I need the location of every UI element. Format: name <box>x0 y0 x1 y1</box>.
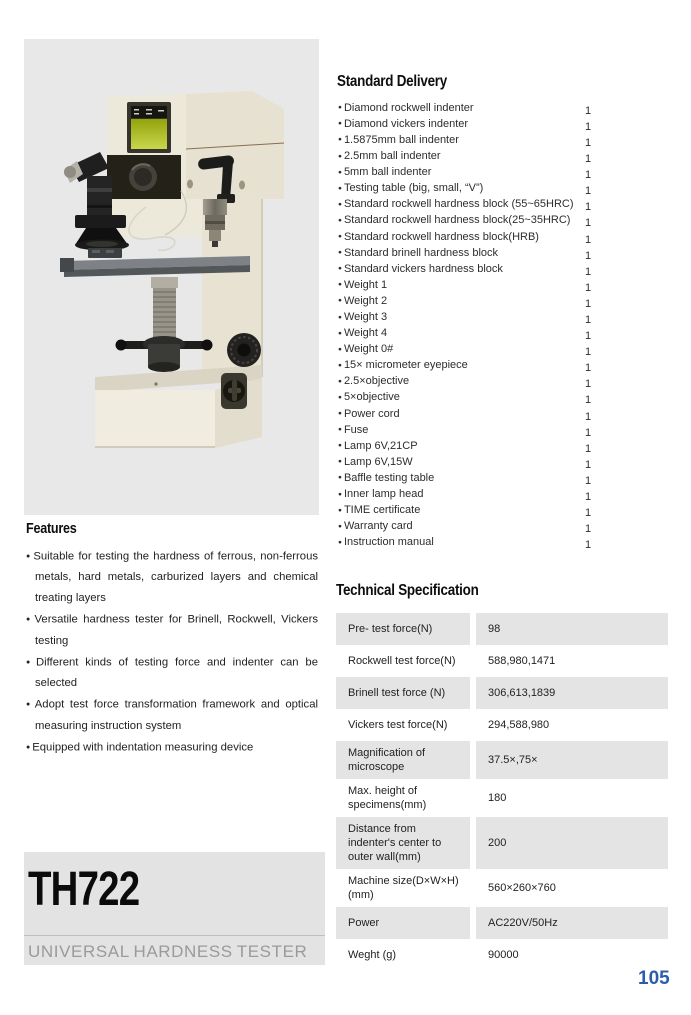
delivery-item-qty: 1 <box>585 362 592 375</box>
standard-delivery-title: Standard Delivery <box>337 73 448 90</box>
features-section <box>26 521 318 758</box>
delivery-item-label: ● TIME certificate <box>337 502 585 519</box>
delivery-item-row <box>337 454 671 470</box>
hardness-tester-photo-illustration <box>24 39 319 515</box>
spec-table-row <box>336 817 668 869</box>
delivery-item-label: ● Baffle testing table <box>337 470 585 487</box>
spec-row-value: AC220V/50Hz <box>476 907 668 939</box>
features-title: Features <box>26 520 77 537</box>
feature-item: ● Adopt test force transformation framework and optical measuring instruction system <box>26 694 318 737</box>
delivery-item-qty: 1 <box>585 297 592 310</box>
spec-table-row <box>336 613 668 645</box>
delivery-item-row <box>337 277 671 293</box>
delivery-item-qty: 1 <box>585 378 592 391</box>
spec-row-value: 37.5×,75× <box>476 741 668 779</box>
delivery-item-label: ● Standard rockwell hardness block(HRB) <box>337 229 585 246</box>
delivery-item-label: ● Lamp 6V,21CP <box>337 438 585 455</box>
spec-table-row <box>336 709 668 741</box>
delivery-item-label: ● Lamp 6V,15W <box>337 454 585 471</box>
spec-row-label: Distance from indenter's center to outer wall(mm) <box>336 817 470 869</box>
spec-table-row <box>336 869 668 907</box>
delivery-item-row <box>337 261 671 277</box>
product-photo-panel <box>24 39 319 515</box>
delivery-item-qty: 1 <box>585 201 592 214</box>
delivery-item-qty: 1 <box>585 104 592 117</box>
spec-table-row <box>336 779 668 817</box>
spec-row-value: 200 <box>476 817 668 869</box>
product-subtitle: UNIVERSAL HARDNESS TESTER <box>28 942 308 961</box>
delivery-item-label: ● Weight 1 <box>337 277 585 294</box>
delivery-item-row <box>337 534 671 550</box>
spec-row-value: 588,980,1471 <box>488 654 556 667</box>
delivery-item-label: ● Weight 4 <box>337 325 585 342</box>
delivery-item-row <box>337 245 671 261</box>
delivery-item-qty: 1 <box>585 426 592 439</box>
delivery-item-qty: 1 <box>585 539 592 552</box>
delivery-item-qty: 1 <box>585 346 592 359</box>
spec-row-value: 560×260×760 <box>488 881 556 894</box>
delivery-item-qty: 1 <box>585 233 592 246</box>
delivery-item-label: ● Fuse <box>337 422 585 439</box>
delivery-item-label: ● Warranty card <box>337 518 585 535</box>
delivery-item-qty: 1 <box>585 314 592 327</box>
machine-side-knob-large <box>227 333 261 367</box>
page-number: 105 <box>638 968 670 989</box>
technical-specification-title: Technical Specification <box>336 582 479 599</box>
delivery-item-row <box>337 293 671 309</box>
features-list <box>26 546 318 759</box>
delivery-item-row <box>337 196 671 212</box>
delivery-item-row <box>337 438 671 454</box>
delivery-item-label: ● Power cord <box>337 406 585 423</box>
delivery-item-label: ● 5×objective <box>337 389 585 406</box>
delivery-item-qty: 1 <box>585 153 592 166</box>
delivery-item-qty: 1 <box>585 491 592 504</box>
technical-specification-table <box>336 613 668 971</box>
delivery-item-qty: 1 <box>585 169 592 182</box>
delivery-item-row <box>337 325 671 341</box>
delivery-item-row <box>337 180 671 196</box>
spec-table-row <box>336 939 668 971</box>
delivery-item-qty: 1 <box>585 507 592 520</box>
spec-row-value: 98 <box>476 613 668 645</box>
delivery-item-row <box>337 229 671 245</box>
spec-row-value: 180 <box>488 791 507 804</box>
feature-item: ● Suitable for testing the hardness of ferrous, non-ferrous metals, hard metals, carburized layers and chemical treating layers <box>26 546 318 610</box>
spec-row-label: Magnification of microscope <box>336 741 470 779</box>
delivery-item-label: ● Weight 0# <box>337 341 585 358</box>
delivery-item-qty: 1 <box>585 249 592 262</box>
delivery-item-label: ● Testing table (big, small, “V”) <box>337 180 585 197</box>
spec-row-label: Vickers test force(N) <box>348 718 448 731</box>
delivery-item-qty: 1 <box>585 330 592 343</box>
delivery-item-row <box>337 341 671 357</box>
brand-panel <box>24 852 325 965</box>
delivery-item-row <box>337 148 671 164</box>
delivery-item-qty: 1 <box>585 265 592 278</box>
delivery-item-qty: 1 <box>585 394 592 407</box>
delivery-item-row <box>337 357 671 373</box>
delivery-item-row <box>337 212 671 228</box>
standard-delivery-section <box>337 74 671 550</box>
delivery-item-label: ● Instruction manual <box>337 534 585 551</box>
spec-row-label: Weght (g) <box>348 948 397 961</box>
feature-item: ● Versatile hardness tester for Brinell, Rockwell, Vickers testing <box>26 609 318 652</box>
delivery-item-qty: 1 <box>585 458 592 471</box>
delivery-item-row <box>337 486 671 502</box>
product-model: TH722 <box>28 863 140 916</box>
spec-row-label: Power <box>336 907 470 939</box>
delivery-item-row <box>337 389 671 405</box>
delivery-item-qty: 1 <box>585 442 592 455</box>
delivery-item-label: ● 2.5mm ball indenter <box>337 148 585 165</box>
delivery-item-qty: 1 <box>585 474 592 487</box>
delivery-item-qty: 1 <box>585 523 592 536</box>
delivery-item-label: ● Diamond rockwell indenter <box>337 100 585 117</box>
delivery-item-label: ● 5mm ball indenter <box>337 164 585 181</box>
delivery-item-label: ● 1.5875mm ball indenter <box>337 132 585 149</box>
delivery-item-qty: 1 <box>585 410 592 423</box>
spec-table-row <box>336 677 668 709</box>
brand-divider <box>24 935 325 936</box>
spec-row-label: Rockwell test force(N) <box>348 654 456 667</box>
feature-item: ● Different kinds of testing force and indenter can be selected <box>26 652 318 695</box>
spec-row-label: Pre- test force(N) <box>336 613 470 645</box>
spec-row-value: 306,613,1839 <box>476 677 668 709</box>
delivery-item-label: ● Inner lamp head <box>337 486 585 503</box>
machine-display-screen <box>131 119 167 149</box>
delivery-item-qty: 1 <box>585 120 592 133</box>
delivery-item-label: ● Diamond vickers indenter <box>337 116 585 133</box>
delivery-item-row <box>337 132 671 148</box>
delivery-item-row <box>337 518 671 534</box>
standard-delivery-list <box>337 100 671 551</box>
delivery-item-qty: 1 <box>585 281 592 294</box>
spec-row-value: 90000 <box>488 948 519 961</box>
spec-table-row <box>336 907 668 939</box>
spec-row-value: 294,588,980 <box>488 718 550 731</box>
technical-specification-section <box>336 583 668 971</box>
machine-side-knob-small <box>221 373 247 409</box>
delivery-item-label: ● Standard rockwell hardness block (55~65HRC) <box>337 196 585 213</box>
delivery-item-row <box>337 470 671 486</box>
delivery-item-label: ● 2.5×objective <box>337 373 585 390</box>
spec-table-row <box>336 645 668 677</box>
machine-hand-wheel <box>116 336 213 372</box>
delivery-item-row <box>337 309 671 325</box>
spec-row-label: Max. height of specimens(mm) <box>348 784 427 811</box>
delivery-item-qty: 1 <box>585 217 592 230</box>
delivery-item-row <box>337 406 671 422</box>
delivery-item-row <box>337 502 671 518</box>
spec-row-label: Machine size(D×W×H) (mm) <box>348 874 459 901</box>
delivery-item-row <box>337 164 671 180</box>
delivery-item-label: ● Standard vickers hardness block <box>337 261 585 278</box>
delivery-item-label: ● Weight 3 <box>337 309 585 326</box>
delivery-item-row <box>337 116 671 132</box>
delivery-item-row <box>337 373 671 389</box>
delivery-item-row <box>337 100 671 116</box>
spec-row-label: Brinell test force (N) <box>336 677 470 709</box>
delivery-item-label: ● Standard brinell hardness block <box>337 245 585 262</box>
delivery-item-label: ● Standard rockwell hardness block(25~35HRC) <box>337 212 585 229</box>
delivery-item-label: ● 15× micrometer eyepiece <box>337 357 585 374</box>
feature-item: ● Equipped with indentation measuring device <box>26 737 318 759</box>
machine-elevating-screw <box>151 277 178 340</box>
delivery-item-label: ● Weight 2 <box>337 293 585 310</box>
spec-table-row <box>336 741 668 779</box>
delivery-item-qty: 1 <box>585 185 592 198</box>
delivery-item-qty: 1 <box>585 136 592 149</box>
delivery-item-row <box>337 422 671 438</box>
